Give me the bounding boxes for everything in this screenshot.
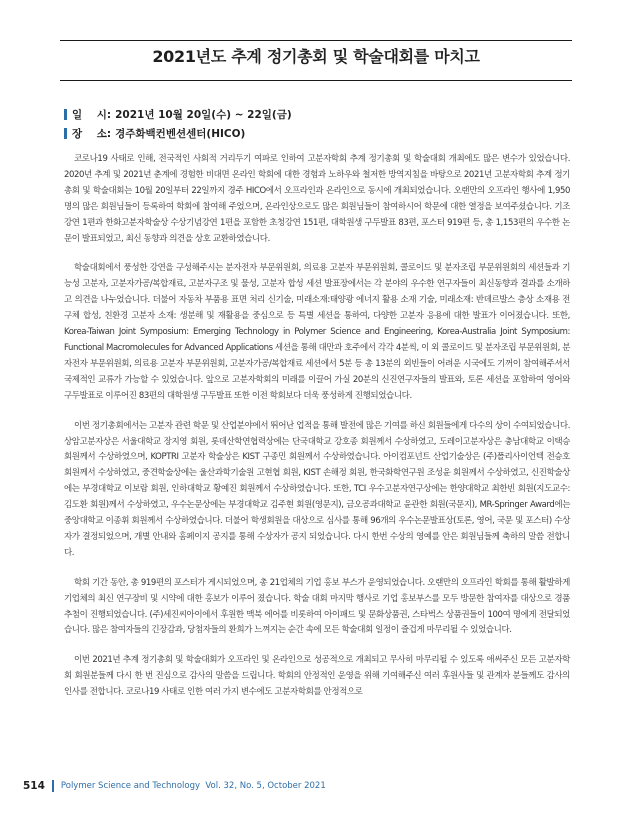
date-value: 2021년 10월 20일(수) ~ 22일(금) [115,108,292,121]
venue-row [64,125,245,141]
paragraph-awards: 이번 정기총회에서는 고분자 관련 학문 및 산업분야에서 뛰어난 업적을 통해 발전에 많은 기여를 하신 회원들에게 다수의 상이 수여되었습니다. 상암고분자상은 서울대학교 장지영 회원, 롯데산학연협력상에는 단국대학교 강호종 회원께서 수상하였고, 도레이고분자상은 충남대학교 이택승 회원께서 수상하였으며, KOPTRI 고분자 학술상은 KIST 구종민 회원께서 수상하였습니다. 아이컴포넌트 산업기술상은 (주)폴리사이언텍 전승호 회원께서 수상하였고, 중견학술상에는 울산과학기술원 고현협 회원, KIST 손해정 회원, 한국화학연구원 조성윤 회원께서 수상하였고, 신진학술상에는 부경대학교 이보람 회원, 인하대학교 황예진 회원께서 수상하였습니다. 또한, TCI 우수고분자연구상에는 한양대학교 최한빈 회원(지도교수: 김도환 회원)께서 수상하였고, 우수논문상에는 부경대학교 김주현 회원(영문지), 금오공과대학교 윤관한 회원(국문지), MR-Springer Award에는 중앙대학교 이종휘 회원께서 수상하였습니다. 더불어 학생회원을 대상으로 심사를 통해 96개의 우수논문발표상(토론, 영어, 국문 및 포스터) 수상자가 결정되었으며, 개별 안내와 홈페이지 공지를 통해 수상자가 공지 되었습니다. 다시 한번 수상의 영예를 안은 회원님들께 축하의 말씀 전합니다. [64,420,570,558]
bullet-marker-icon [64,109,67,120]
journal-citation: Polymer Science and Technology Vol. 32, No. 5, October 2021 [60,781,326,791]
date-label: 일 시: [72,108,112,121]
article-body [64,152,570,715]
paragraph-overview: 코로나19 사태로 인해, 전국적인 사회적 거리두기 여파로 인하여 고분자학회 추계 정기총회 및 학술대회 개최에도 많은 변수가 있었습니다. 2020년 추계 및 2021년 춘계에 경험한 비대면 온라인 학회에 대한 경험과 노하우와 철저한 방역지침을 바탕으로 2021년 고분자학회 추계 정기총회 및 학술대회는 10월 20일부터 22일까지 경주 HICO에서 오프라인과 온라인으로 동시에 개최되었습니다. 오랜만의 오프라인 행사에 1,950명의 많은 회원님들이 등록하여 학회에 참여해 주었으며, 온라인상으로도 많은 회원님들이 참여하시어 학문에 대한 열정을 보여주셨습니다. 기조강연 1편과 한화고분자학술상 수상기념강연 1편을 포함한 초청강연 151편, 대학원생 구두발표 83편, 포스터 919편 등, 총 1,153편의 우수한 논문이 발표되었고, 최신 동향과 의견을 상호 교환하였습니다. [64,154,570,244]
venue-label: 장 소: [72,127,112,140]
paragraph-sessions: 학술대회에서 풍성한 강연을 구성해주시는 분자전자 부문위원회, 의료용 고분자 부문위원회, 콜로이드 및 분자조립 부문위원회의 세션들과 기능성 고분자, 고분자가공/복합재료, 고분자구조 및 물성, 고분자 합성 세션 발표장에서는 각 분야의 우수한 연구자들이 최신동향과 결과를 소개하고 의견을 나누었습니다. 더불어 자동차 부품용 표면 처리 신기술, 미래소재:태양광 에너지 활용 소재 기술, 미래소재: 반데르발스 층상 소재용 전구체 합성, 친환경 고분자 소재: 생분해 및 재활용을 중심으로 등 특별 세션을 통하여, 다양한 고분자 응용에 대한 발표가 이어졌습니다. 또한, Korea-Taiwan Joint Symposium: Emerging Technology in Polymer Science and Engineering, Korea-Australia Joint Symposium: Functional Macromolecules for Advanced Applications 세션을 통해 대만과 호주에서 각각 4분씩, 이 외 콜로이드 및 분자조립 부문위원회, 분자전자 부문위원회, 의료용 고분자 부문위원회, 고분자가공/복합재료 세션에서 5분 등 총 13분의 외빈들이 어려운 시국에도 기꺼이 참여해주셔서 국제적인 교류가 가능할 수 있었습니다. 앞으로 고분자학회의 미래를 이끌어 가실 20분의 신진연구자들의 발표와, 토론 세션을 포함하여 영어와 구두발표로 이루어진 83편의 대학원생 구두발표 또한 이전 학회보다 더욱 풍성하게 진행되었습니다. [64,263,570,401]
date-row [64,106,292,122]
bullet-marker-icon [64,128,67,139]
page-footer [23,780,326,792]
venue-value: 경주화백컨벤션센터(HICO) [115,127,246,140]
page-title: 2021년도 추계 정기총회 및 학술대회를 마치고 [152,47,480,66]
title-top-rule [60,40,572,41]
page-number: 514 [23,780,54,792]
paragraph-posters: 학회 기간 동안, 총 919편의 포스터가 게시되었으며, 총 21업체의 기업 홍보 부스가 운영되었습니다. 오랜만의 오프라인 학회를 통해 활발하게 기업체의 최신 연구장비 및 시약에 대한 홍보가 이루어 졌습니다. 학술 대회 마지막 행사로 기업 홍보부스를 모두 방문한 참여자를 대상으로 경품 추첨이 진행되었습니다. (주)세진씨아이에서 후원한 맥북 에어를 비롯하여 아이패드 및 문화상품권, 스타벅스 상품권들이 100여 명에게 전달되었습니다. 많은 참여자들의 긴장감과, 당첨자들의 환희가 느껴지는 순간 속에 모든 학술대회 일정이 즐겁게 마무리될 수 있었습니다. [64,577,570,636]
paragraph-closing: 이번 2021년 추계 정기총회 및 학술대회가 오프라인 및 온라인으로 성공적으로 개최되고 무사히 마무리될 수 있도록 애써주신 모든 고분자학회 회원분들께 다시 한 번 진심으로 감사의 말씀을 드립니다. 학회의 안정적인 운영을 위해 기여해주신 여러 후원사들 및 관계자 분들께도 감사의 인사를 전합니다. 코로나19 사태로 인한 여러 가지 변수에도 고분자학회를 안정적으로 [64,655,570,698]
title-bottom-rule [60,80,572,81]
